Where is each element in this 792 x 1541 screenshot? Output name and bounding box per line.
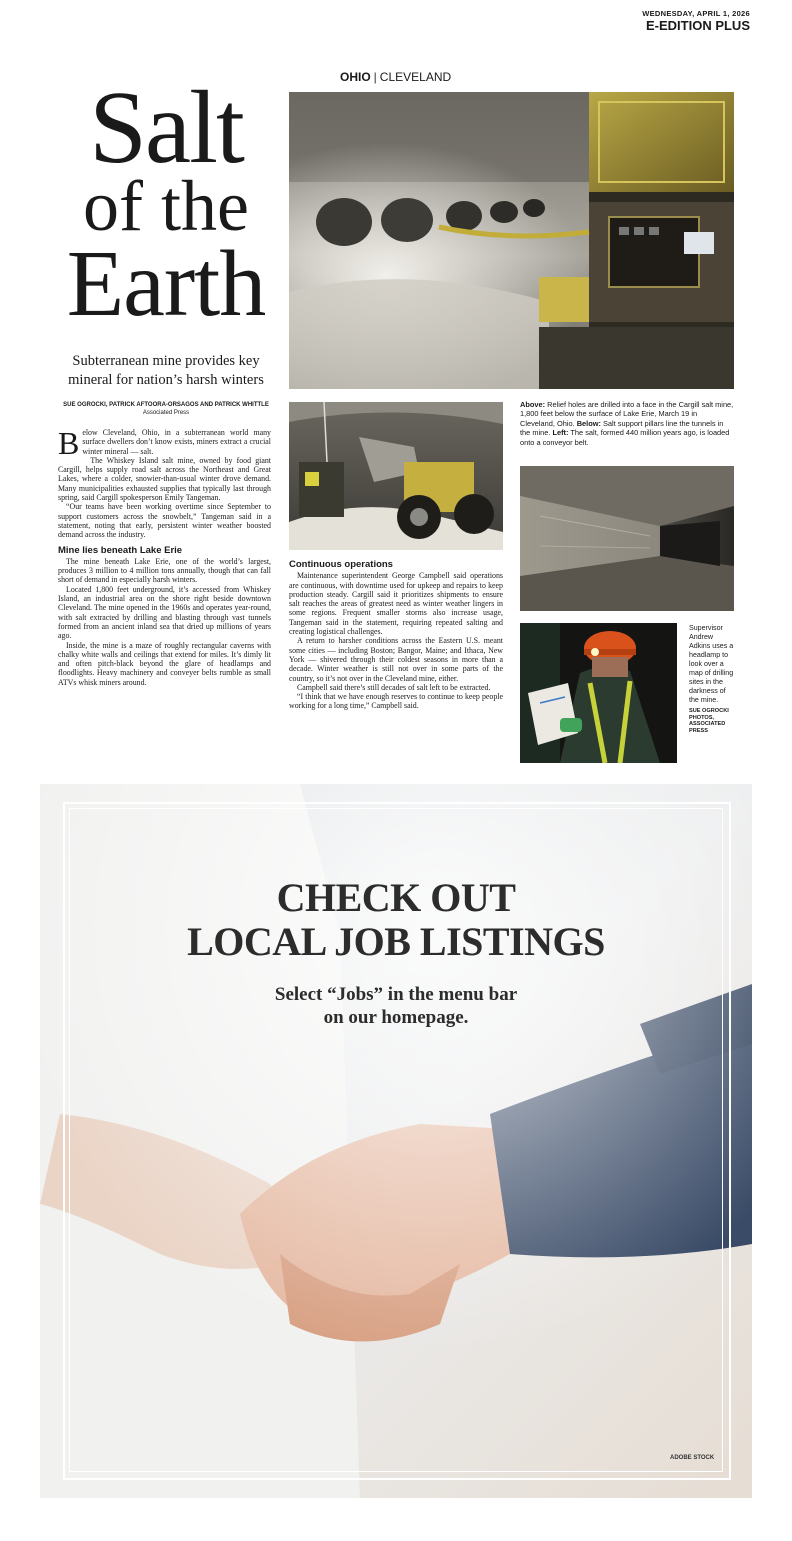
story-column-2: [289, 560, 503, 711]
photo-worker: [520, 623, 677, 763]
story-paragraph: [58, 425, 271, 461]
byline-authors: SUE OGROCKI, PATRICK AFTOORA-ORSAGOS AND PATRICK WHITTLE: [63, 402, 269, 408]
section-divider: |: [373, 70, 377, 84]
byline: [56, 402, 276, 417]
story-paragraph: The Whiskey Island salt mine, owned by food giant Cargill, helps supply road salt across the Northeast and Great Lakes, where a colder, snowier-than-usual winter drove demand. Many municipalities exhausted supplies that typically last through spring, said Cargill spokesperson Emily Tangeman.: [58, 455, 271, 503]
headline-line-1: Salt: [89, 70, 243, 185]
story-paragraph: “I think that we have enough reserves to continue to keep people working for a long time,” Campbell said.: [289, 692, 503, 711]
subsection-name: CLEVELAND: [379, 70, 452, 84]
ad-credit: ADOBE STOCK: [670, 1455, 715, 1461]
headline-line-3: Earth: [66, 232, 266, 336]
story-paragraph: Inside, the mine is a maze of roughly rectangular caverns with chalky white walls and ceilings that extend for miles. It’s dimly lit and often pitch-black beyond the glare of headlamps and floodlights. Heavy machinery and conveyer belts rumble as small ATVs whisk miners around.: [58, 640, 271, 687]
caption-label-above: Above:: [520, 400, 546, 409]
caption-text: Salt support pillars line the tunnels in the mine.: [520, 418, 724, 438]
deck: Subterranean mine provides key mineral for nation’s harsh winters: [68, 353, 264, 388]
ad-title-line-1: CHECK OUT: [276, 875, 516, 920]
story-paragraph: Located 1,800 feet underground, it’s accessed from Whiskey Island, an industrial area on the shore right beside downtown Cleveland. The mine opened in the 1960s and operates year-round, with salt extracted by drilling and blasting through vast tunnels formed from an ancient inland sea that dried up millions of years ago.: [58, 584, 271, 641]
photo-tunnel: [520, 466, 734, 611]
subhead: Continuous operations: [289, 559, 393, 570]
byline-org: Associated Press: [142, 409, 190, 416]
story-paragraph: The mine beneath Lake Erie, one of the world’s largest, produces 3 million to 4 million tons annually, though that can fall short of demand in especially harsh winters.: [58, 556, 271, 585]
caption-label-below: Below:: [576, 418, 601, 428]
section-name: OHIO: [340, 70, 371, 84]
side-caption: [689, 624, 735, 734]
story-paragraph: Campbell said there’s still decades of salt left to be extracted.: [297, 682, 491, 692]
caption-label-left: Left:: [552, 428, 569, 438]
photo-drill-face: [289, 92, 734, 389]
issue-date: WEDNESDAY, APRIL 1, 2026: [642, 9, 750, 18]
story-column-1: [58, 425, 271, 687]
photo-loader: [289, 402, 503, 550]
story-paragraph: A return to harsher conditions across the Eastern U.S. meant some cities — including Boston; Bangor, Maine; and Ithaca, New York — shivered through their coldest seasons in more than a decade. Winter weather is still not over in some parts of the country, so it’s not over in the Cleveland mine, either.: [289, 636, 503, 683]
ad-title: [40, 876, 752, 964]
subhead: Mine lies beneath Lake Erie: [58, 544, 183, 556]
caption-text: Supervisor Andrew Adkins uses a headlamp to look over a map of drilling sites in the darkness of the mine.: [689, 624, 734, 704]
paragraph-text: elow Cleveland, Ohio, in a subterranean world many surface dwellers don’t know exists, miners extract a crucial winter mineral — salt.: [82, 428, 271, 456]
ad-subtitle-line-2: on our homepage.: [323, 1007, 469, 1028]
photo-credit: SUE OGROCKI PHOTOS, ASSOCIATED PRESS: [689, 708, 729, 734]
section-label: [340, 70, 451, 84]
edition-label: E-EDITION PLUS: [645, 18, 750, 33]
caption-text: The salt, formed 440 million years ago, is loaded onto a conveyor belt.: [520, 428, 730, 447]
story-paragraph: “Our teams have been working overtime since September to support customers across the snowbelt,” Tangeman said in a statement, noting that early, persistent winter weather boosted demand across the industry.: [58, 502, 271, 540]
headline-line-2: of the: [83, 166, 249, 246]
ad-title-line-2: LOCAL JOB LISTINGS: [187, 919, 605, 964]
ad-subtitle: [40, 983, 752, 1029]
ad-subtitle-line-1: Select “Jobs” in the menu bar: [274, 984, 518, 1005]
photo-caption: [520, 400, 734, 447]
story-paragraph: Maintenance superintendent George Campbell said operations are continuous, with downtime used for upkeep and repairs to keep production steady. Cargill said it prioritizes shipments to ensure salt reaches the areas of greatest need as winter weather lingers in some regions. Frequent smaller storms also increase usage, Tangeman said in the statement, requiring repeated salting and creating logistical challenges.: [289, 571, 503, 637]
caption-text: Relief holes are drilled into a face in the Cargill salt mine, 1,800 feet below the surface of Lake Erie, March 19 in Cleveland, Ohio.: [520, 400, 734, 428]
drop-cap: B: [58, 425, 80, 461]
headline: [56, 70, 276, 336]
